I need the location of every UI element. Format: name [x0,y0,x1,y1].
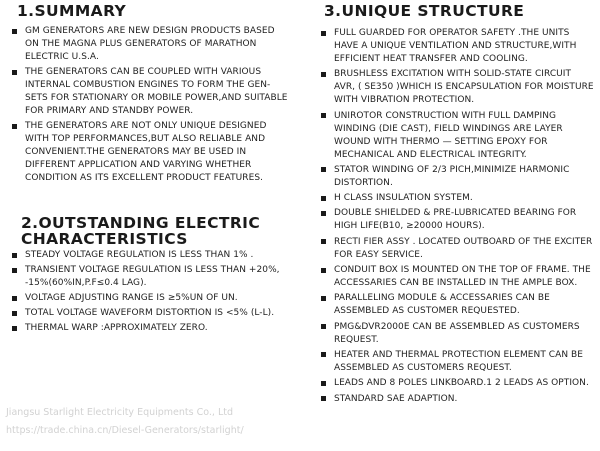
square-bullet-icon [12,296,17,301]
square-bullet-icon [12,253,17,258]
list-item [9,120,290,185]
list-item [318,236,595,262]
list-item [318,207,595,233]
list-item [9,322,290,335]
heading-line: CHARACTERISTICS [21,230,188,248]
square-bullet-icon [12,29,17,34]
list-item [9,66,290,118]
list-item [9,249,290,262]
list-item-text: UNIROTOR CONSTRUCTION WITH FULL DAMPING WINDING (DIE CAST), FIELD WINDINGS ARE LAYER WOUND WITH THERMO — SETTING EPOXY FOR MECHANICAL AND ELECTRICAL INTEGRITY. [334,110,563,160]
list-item [318,192,595,205]
square-bullet-icon [321,396,326,401]
unique-structure-heading: 3.UNIQUE STRUCTURE [324,2,525,20]
square-bullet-icon [12,124,17,129]
unique-structure-list [318,27,595,408]
square-bullet-icon [12,268,17,273]
list-item [318,393,595,406]
list-item-text: STANDARD SAE ADAPTION. [334,393,458,404]
square-bullet-icon [321,352,326,357]
square-bullet-icon [321,196,326,201]
list-item-text: CONDUIT BOX IS MOUNTED ON THE TOP OF FRAME. THE ACCESSARIES CAN BE INSTALLED IN THE AMPLE BOX. [334,265,591,289]
list-item-text: BRUSHLESS EXCITATION WITH SOLID-STATE CIRCUIT AVR, ( SE350 )WHICH IS ENCAPSULATION FOR MOISTURE WITH VIBRATION PROTECTION. [334,69,594,106]
list-item-text: THE GENERATORS CAN BE COUPLED WITH VARIOUS INTERNAL COMBUSTION ENGINES TO FORM THE GEN-SETS FOR STATIONARY OR MOBILE POWER,AND SUITABLE FOR PRIMARY AND STANDBY POWER. [25,67,288,116]
list-item [9,292,290,305]
list-item-text: GM GENERATORS ARE NEW DESIGN PRODUCTS BASED ON THE MAGNA PLUS GENERATORS OF MARATHON ELECTRIC U.S.A. [25,26,275,62]
list-item [318,264,595,290]
square-bullet-icon [321,211,326,216]
square-bullet-icon [321,72,326,77]
summary-heading: 1.SUMMARY [17,2,127,20]
square-bullet-icon [321,268,326,273]
list-item [318,110,595,162]
list-item-text: LEADS AND 8 POLES LINKBOARD.1 2 LEADS AS OPTION. [334,378,589,389]
square-bullet-icon [321,324,326,329]
summary-list [9,25,290,187]
list-item [318,68,595,107]
electric-characteristics-heading [21,215,260,247]
list-item-text: HEATER AND THERMAL PROTECTION ELEMENT CAN BE ASSEMBLED AS CUSTOMERS REQUEST. [334,349,583,373]
square-bullet-icon [12,311,17,316]
square-bullet-icon [321,167,326,172]
square-bullet-icon [12,70,17,75]
list-item [318,377,595,390]
watermark-url: https://trade.china.cn/Diesel-Generators/starlight/ [6,425,244,436]
list-item [318,27,595,66]
list-item-text: FULL GUARDED FOR OPERATOR SAFETY .THE UNITS HAVE A UNIQUE VENTILATION AND STRUCTURE,WITH EFFICIENT HEAT TRANSFER AND COOLING. [334,28,577,64]
list-item-text: PARALLELING MODULE & ACCESSARIES CAN BE ASSEMBLED AS CUSTOMER REQUESTED. [334,293,550,317]
list-item [318,349,595,375]
square-bullet-icon [321,113,326,118]
list-item-text: VOLTAGE ADJUSTING RANGE IS ≥5%UN OF UN. [25,293,238,303]
list-item-text: PMG&DVR2000E CAN BE ASSEMBLED AS CUSTOMERS REQUEST. [334,321,580,345]
list-item [318,164,595,190]
list-item [318,321,595,347]
square-bullet-icon [321,296,326,301]
list-item-text: RECTI FIER ASSY . LOCATED OUTBOARD OF THE EXCITER FOR EASY SERVICE. [334,236,593,260]
list-item [9,307,290,320]
square-bullet-icon [321,381,326,386]
list-item-text: STEADY VOLTAGE REGULATION IS LESS THAN 1% . [25,250,254,260]
list-item-text: THE GENERATORS ARE NOT ONLY UNIQUE DESIGNED WITH TOP PERFORMANCES,BUT ALSO RELIABLE AND CONVENIENT.THE GENERATORS MAY BE USED IN DIFFERENT APPLICATION AND VARYING WHETHER CONDITION AS ITS EXCELLENT PRODUCT FEATURES. [25,121,267,183]
square-bullet-icon [321,31,326,36]
list-item-text: H CLASS INSULATION SYSTEM. [334,193,473,204]
list-item-text: STATOR WINDING OF 2/3 PICH,MINIMIZE HARMONIC DISTORTION. [334,164,570,188]
list-item [318,292,595,318]
list-item-text: TRANSIENT VOLTAGE REGULATION IS LESS THAN +20%, -15%(60%IN,P.F≤0.4 LAG). [25,265,280,288]
square-bullet-icon [321,239,326,244]
list-item-text: THERMAL WARP :APPROXIMATELY ZERO. [25,323,208,333]
electric-characteristics-list [9,249,290,337]
square-bullet-icon [12,326,17,331]
heading-line: 2.OUTSTANDING ELECTRIC [21,214,261,232]
list-item-text: DOUBLE SHIELDED & PRE-LUBRICATED BEARING FOR HIGH LIFE(B10, ≥20000 HOURS). [334,208,577,232]
list-item [9,25,290,64]
list-item-text: TOTAL VOLTAGE WAVEFORM DISTORTION IS <5% (L-L). [25,308,275,318]
list-item [9,264,290,290]
watermark-company: Jiangsu Starlight Electricity Equipments Co., Ltd [6,407,233,418]
